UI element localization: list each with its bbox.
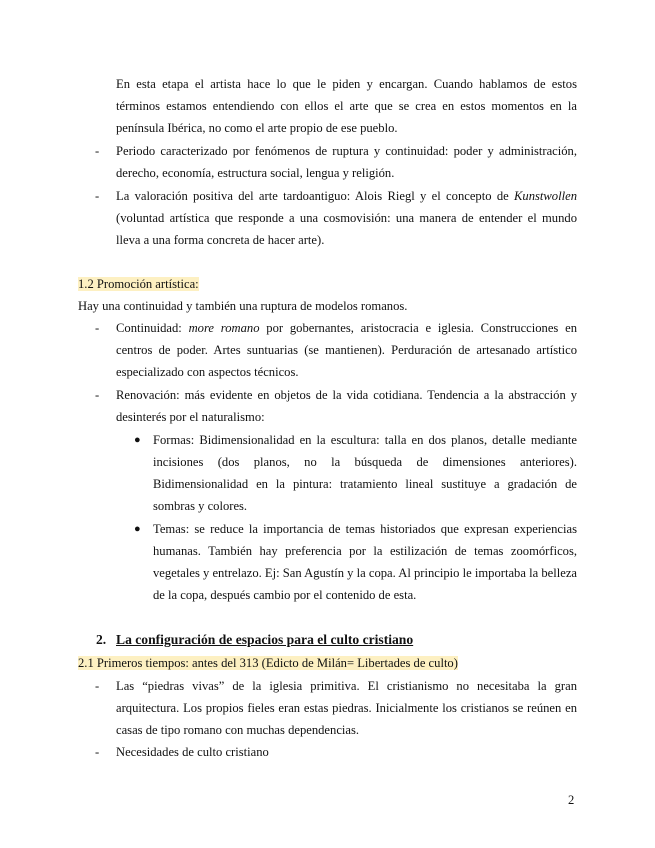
themes-subbullet: Temas: se reduce la importancia de temas historiados que expresan experiencias humanas. También hay preferencia por la estilización de temas zoomórficos, vegetales y entrelazo. Ej: San Agustín y la copa. Al principio le importaba la belleza de la copa, después cambio por el contenido de esta. (153, 522, 577, 602)
dash-marker: - (95, 321, 100, 335)
intro-bullet-period: Periodo caracterizado por fenómenos de ruptura y continuidad: poder y administración, derecho, economía, estructura social, lengua y religión. (116, 144, 577, 180)
dash-marker: - (95, 388, 100, 402)
forms-subbullet: Formas: Bidimensionalidad en la escultura: talla en dos planos, detalle mediante incisiones (dos planos, no la búsqueda de dimensiones anteriores). Bidimensionalidad en la pintura: tratamiento lineal sustituye a gradación de sombras y colores. (153, 433, 577, 513)
kunstwollen-term: Kunstwollen (514, 189, 577, 203)
bullet-dot: ● (134, 434, 141, 446)
section-2-1-heading: 2.1 Primeros tiempos: antes del 313 (Edicto de Milán= Libertades de culto) (78, 656, 458, 670)
dash-marker: - (95, 189, 100, 203)
intro-bullet-riegl: La valoración positiva del arte tardoantiguo: Alois Riegl y el concepto de Kunstwollen (voluntad artística que responde a una cosmovisión: una manera de entender el mundo lleva a una forma concreta de hacer arte). (116, 189, 577, 247)
dash-marker: - (95, 745, 100, 759)
section-1-2-heading: 1.2 Promoción artística: (78, 277, 199, 291)
continuity-bullet: Continuidad: more romano por gobernantes, aristocracia e iglesia. Construcciones en centros de poder. Artes suntuarias (se mantienen). Perduración de artesanado artístico especializado con aspectos técnicos. (116, 321, 578, 379)
intro-paragraph: En esta etapa el artista hace lo que le piden y encargan. Cuando hablamos de estos términos estamos entendiendo con ellos el arte que se crea en estos momentos en la península Ibérica, no como el arte propio de ese pueblo. (116, 77, 577, 135)
renovation-bullet: Renovación: más evidente en objetos de la vida cotidiana. Tendencia a la abstracción y desinterés por el naturalismo: (116, 388, 577, 424)
section-2-number: 2. (96, 632, 107, 647)
section-2-title: La configuración de espacios para el culto cristiano (116, 632, 414, 647)
page-number: 2 (568, 793, 575, 807)
dash-marker: - (95, 144, 100, 158)
dash-marker: - (95, 679, 100, 693)
worship-needs-bullet: Necesidades de culto cristiano (116, 745, 269, 759)
living-stones-bullet: Las “piedras vivas” de la iglesia primitiva. El cristianismo no necesitaba la gran arquitectura. Los propios fieles eran estas piedras. Inicialmente los cristianos se reúnen en casas de tipo romano con muchas dependencias. (116, 679, 577, 737)
bullet-dot: ● (134, 523, 141, 535)
more-romano-term: more romano (188, 321, 260, 335)
section-1-2-lead: Hay una continuidad y también una ruptura de modelos romanos. (78, 299, 408, 313)
